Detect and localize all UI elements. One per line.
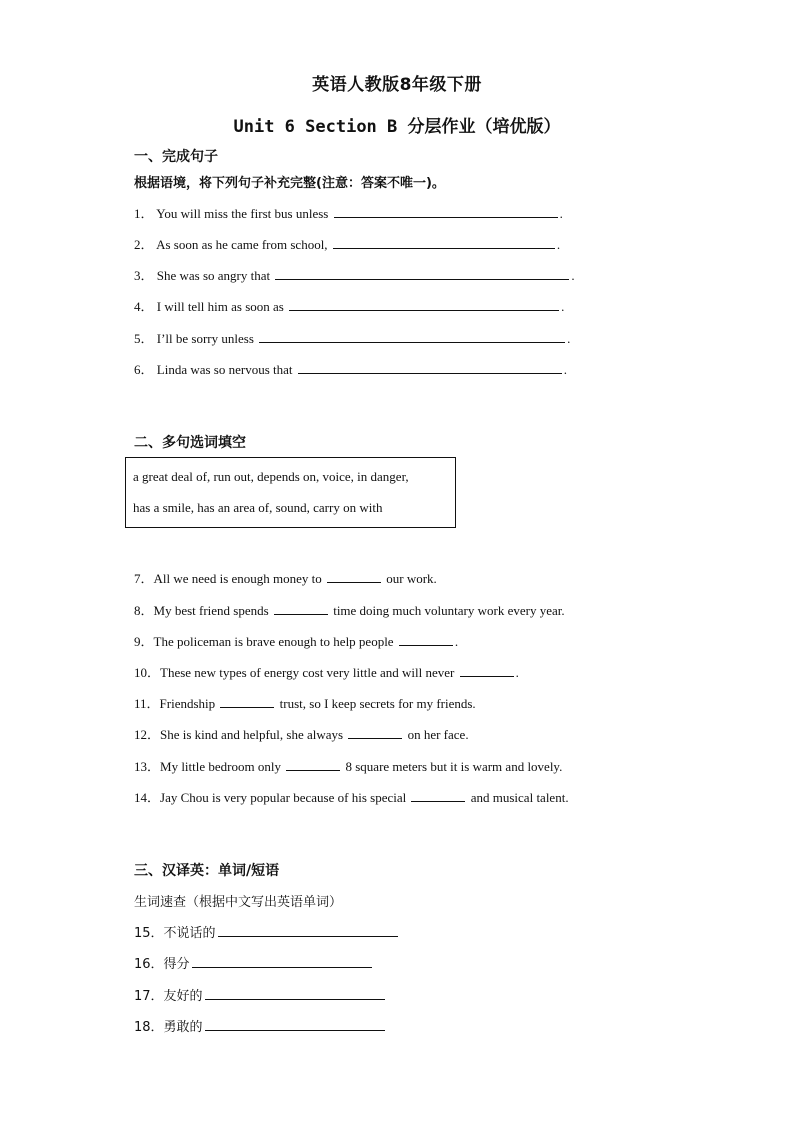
question-1 (134, 203, 563, 222)
word-bank-line-2: has a smile, has an area of, sound, carry on with (133, 500, 383, 515)
question-number: 12． (134, 727, 161, 742)
question-number: 5． (134, 331, 154, 346)
question-text-after: trust, so I keep secrets for my friends. (279, 696, 476, 711)
question-18 (134, 1016, 387, 1035)
question-text: She was so angry that (156, 268, 271, 283)
question-end: . (567, 331, 571, 346)
question-text-after: . (454, 634, 459, 649)
question-number: 3． (134, 268, 154, 283)
answer-blank[interactable] (192, 955, 372, 968)
question-4 (134, 296, 564, 315)
word-bank (125, 457, 456, 528)
question-text: My little bedroom only (160, 759, 281, 774)
question-number: 10． (134, 665, 161, 680)
section2-heading: 二、多句选词填空 (134, 435, 246, 451)
section3-heading: 三、汉译英：单词/短语 (134, 863, 280, 879)
question-number: 15． (134, 926, 164, 941)
question-14 (134, 787, 569, 806)
question-8 (134, 600, 565, 619)
answer-blank[interactable] (333, 236, 555, 249)
question-text: My best friend spends (153, 603, 269, 618)
question-number: 8． (134, 603, 154, 618)
question-text-after: . (515, 665, 519, 680)
question-number: 6． (134, 362, 154, 377)
question-15 (134, 922, 400, 941)
question-16 (134, 953, 374, 972)
question-text: All we need is enough money to (153, 571, 322, 586)
question-13 (134, 756, 562, 775)
question-number: 16． (134, 957, 164, 972)
question-text: 得分 (163, 957, 190, 972)
section3-instruction: 生词速查（根据中文写出英语单词） (134, 895, 343, 910)
question-number: 13． (134, 759, 161, 774)
word-bank-line-1: a great deal of, run out, depends on, voice, in danger, (133, 469, 409, 484)
question-end: . (561, 299, 565, 314)
answer-blank[interactable] (411, 789, 465, 802)
answer-blank[interactable] (298, 361, 562, 374)
question-text: 不说话的 (163, 926, 216, 941)
question-text: Friendship (159, 696, 216, 711)
question-end: . (559, 206, 563, 221)
question-text: I’ll be sorry unless (156, 331, 254, 346)
question-number: 7． (134, 571, 154, 586)
answer-blank[interactable] (289, 298, 559, 311)
question-5 (134, 328, 570, 347)
question-text: I will tell him as soon as (156, 299, 284, 314)
page-subtitle: Unit 6 Section B 分层作业（培优版） (233, 117, 561, 137)
question-end: . (571, 268, 575, 283)
answer-blank[interactable] (275, 267, 569, 280)
question-text: 勇敢的 (163, 1020, 203, 1035)
section1-instruction: 根据语境，将下列句子补充完整(注意：答案不唯一)。 (134, 176, 445, 191)
question-text-after: 8 square meters but it is warm and lovely. (345, 759, 563, 774)
question-12 (134, 724, 469, 743)
question-text: These new types of energy cost very little and will never (160, 665, 455, 680)
question-11 (134, 693, 476, 712)
answer-blank[interactable] (460, 664, 514, 677)
question-text: She is kind and helpful, she always (160, 727, 344, 742)
question-number: 2． (134, 237, 154, 252)
question-6 (134, 359, 567, 378)
question-text-after: on her face. (407, 727, 469, 742)
question-number: 17． (134, 989, 164, 1004)
question-number: 18． (134, 1020, 164, 1035)
answer-blank[interactable] (218, 924, 398, 937)
answer-blank[interactable] (274, 602, 328, 615)
question-17 (134, 985, 387, 1004)
question-3 (134, 265, 575, 284)
question-9 (134, 631, 458, 650)
answer-blank[interactable] (348, 726, 402, 739)
question-number: 9． (134, 634, 154, 649)
answer-blank[interactable] (259, 330, 565, 343)
question-text: Jay Chou is very popular because of his special (160, 790, 407, 805)
answer-blank[interactable] (334, 205, 558, 218)
answer-blank[interactable] (286, 758, 340, 771)
question-end: . (563, 362, 568, 377)
question-number: 1． (134, 206, 154, 221)
question-text-after: our work. (386, 571, 437, 586)
question-end: . (556, 237, 561, 252)
question-text: Linda was so nervous that (156, 362, 293, 377)
question-10 (134, 662, 519, 681)
question-7 (134, 568, 437, 587)
question-text-after: time doing much voluntary work every year. (333, 603, 565, 618)
question-text: 友好的 (163, 989, 203, 1004)
question-number: 14． (134, 790, 161, 805)
answer-blank[interactable] (205, 1018, 385, 1031)
answer-blank[interactable] (220, 695, 274, 708)
page-title: 英语人教版8年级下册 (312, 75, 482, 95)
question-number: 4． (134, 299, 154, 314)
question-text: As soon as he came from school, (156, 237, 328, 252)
question-text: You will miss the first bus unless (156, 206, 329, 221)
answer-blank[interactable] (399, 633, 453, 646)
question-2 (134, 234, 560, 253)
question-number: 11． (134, 696, 160, 711)
section1-heading: 一、完成句子 (134, 149, 218, 165)
question-text: The policeman is brave enough to help people (153, 634, 394, 649)
question-text-after: and musical talent. (470, 790, 569, 805)
answer-blank[interactable] (205, 987, 385, 1000)
answer-blank[interactable] (327, 570, 381, 583)
